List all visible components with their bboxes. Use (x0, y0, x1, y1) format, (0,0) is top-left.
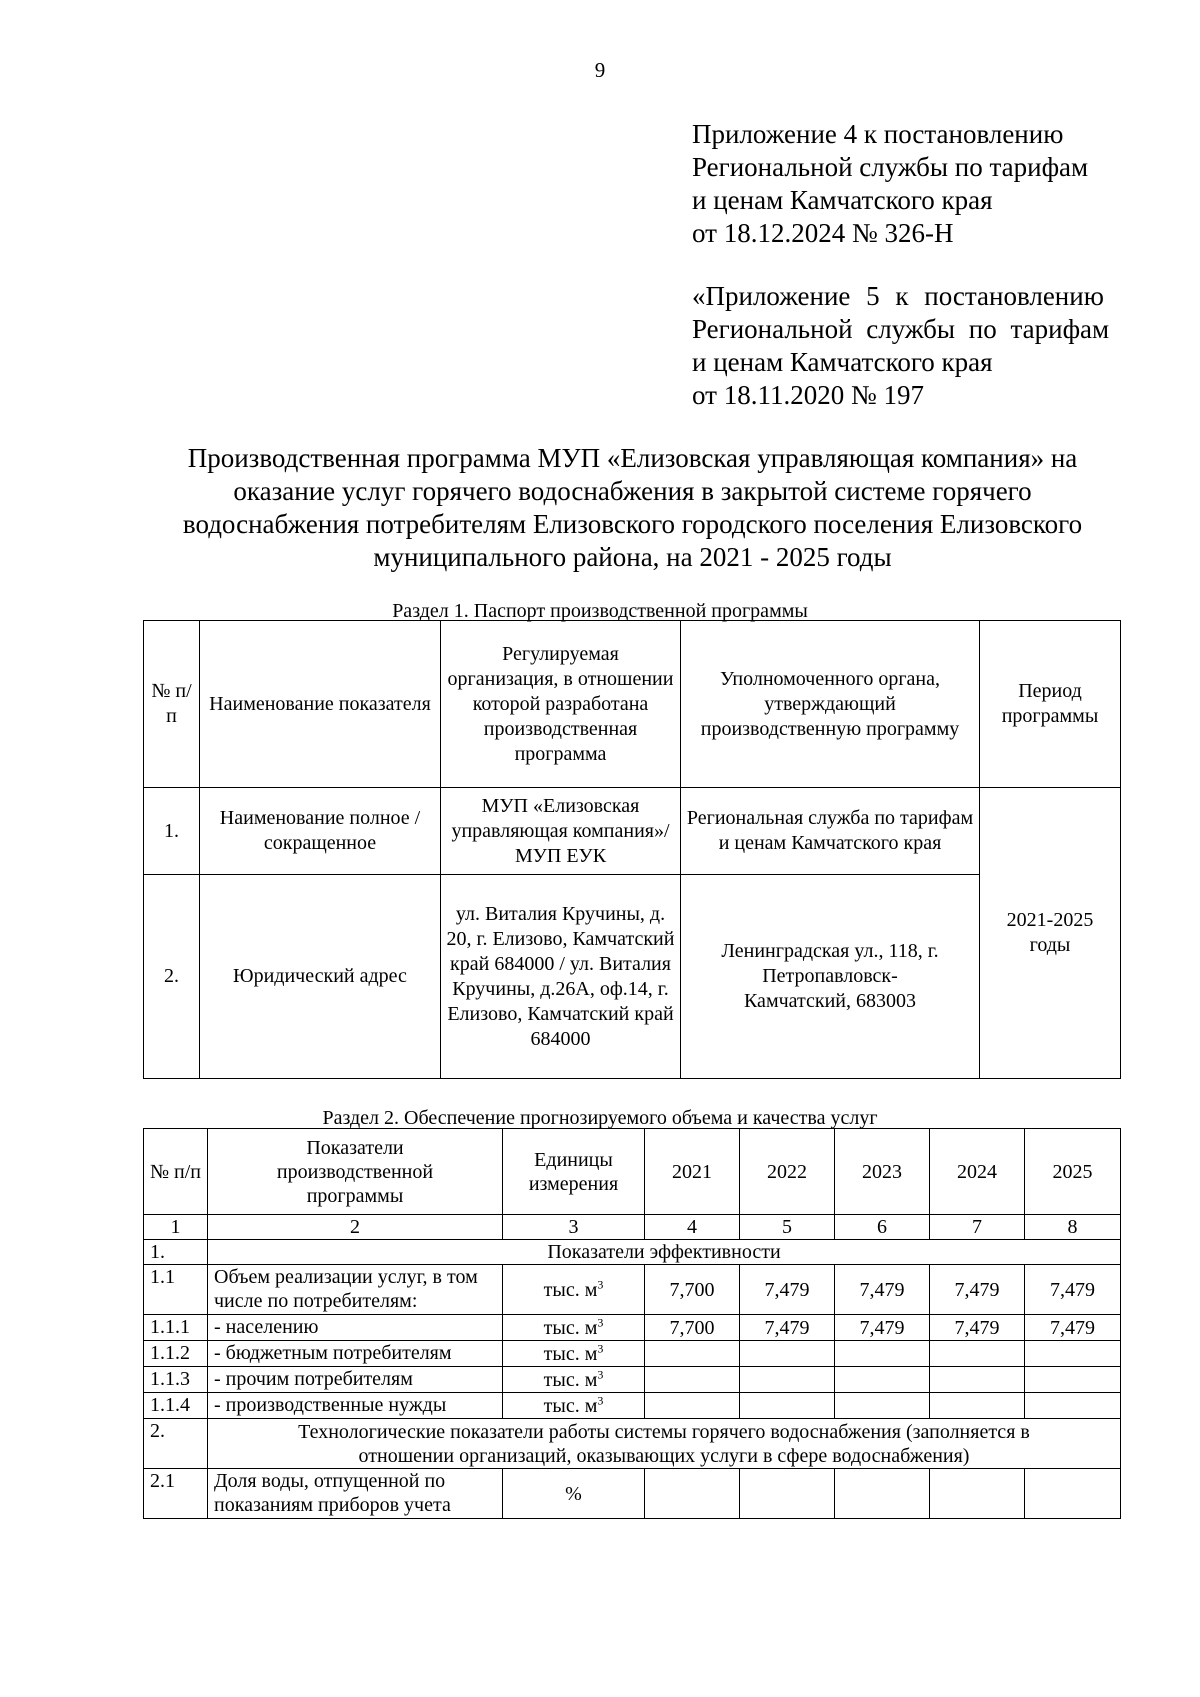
value-cell: 7,700 (645, 1265, 740, 1315)
row-number: 1. (144, 788, 200, 875)
program-period: 2021-2025 годы (980, 788, 1121, 1079)
value-cell: 7,479 (740, 1265, 835, 1315)
header-cell: № п/п (144, 621, 200, 788)
header-cell: № п/п (144, 1129, 208, 1215)
appendix-line: от 18.12.2024 № 326-Н (692, 218, 954, 248)
column-number: 4 (645, 1215, 740, 1240)
header-cell: 2025 (1025, 1129, 1121, 1215)
header-cell: 2022 (740, 1129, 835, 1215)
row-authority: Ленинградская ул., 118, г. Петропавловск-Камчатский, 683003 (681, 875, 980, 1079)
column-number: 7 (930, 1215, 1025, 1240)
row-name: Юридический адрес (200, 875, 441, 1079)
appendix-line: Приложение 4 к постановлению (692, 119, 1064, 149)
value-cell: 7,479 (1025, 1315, 1121, 1341)
column-number-row (144, 1215, 1121, 1240)
value-cell (1025, 1341, 1121, 1367)
row-name: Объем реализации услуг, в том числе по потребителям: (208, 1265, 503, 1315)
row-number: 1.1 (144, 1265, 208, 1315)
group-number: 2. (144, 1419, 208, 1469)
title-line: водоснабжения потребителям Елизовского городского поселения Елизовского (182, 509, 1083, 539)
header-cell: Единицы измерения (503, 1129, 645, 1215)
row-name: - производственные нужды (208, 1393, 503, 1419)
row-name: - бюджетным потребителям (208, 1341, 503, 1367)
appendix-previous-block (692, 280, 1122, 412)
value-cell: 7,479 (930, 1315, 1025, 1341)
column-number: 5 (740, 1215, 835, 1240)
value-cell: 7,479 (740, 1315, 835, 1341)
row-unit: тыс. $м^3$ (503, 1265, 645, 1315)
table-header-row (144, 1129, 1121, 1215)
row-unit: тыс. $м^3$ (503, 1393, 645, 1419)
table-row (144, 1315, 1121, 1341)
title-line: Производственная программа МУП «Елизовская управляющая компания» на (187, 443, 1078, 473)
row-unit: тыс. $м^3$ (503, 1315, 645, 1341)
column-number: 6 (835, 1215, 930, 1240)
column-number: 3 (503, 1215, 645, 1240)
appendix-line: «Приложение 5 к постановлению (692, 281, 1104, 311)
appendix-line: от 18.11.2020 № 197 (692, 380, 924, 410)
appendix-current-block (692, 118, 1122, 250)
row-unit: % (503, 1469, 645, 1519)
header-cell: 2024 (930, 1129, 1025, 1215)
value-cell: 7,479 (835, 1265, 930, 1315)
table-row (144, 875, 1121, 1079)
value-cell: 7,700 (645, 1315, 740, 1341)
value-cell (740, 1341, 835, 1367)
value-cell (835, 1341, 930, 1367)
header-cell: 2021 (645, 1129, 740, 1215)
row-number: 1.1.2 (144, 1341, 208, 1367)
value-cell (930, 1393, 1025, 1419)
value-cell (645, 1367, 740, 1393)
column-number: 1 (144, 1215, 208, 1240)
value-cell: 7,479 (930, 1265, 1025, 1315)
row-org: ул. Виталия Кручины, д. 20, г. Елизово, Камчатский край 684000 / ул. Виталия Кручины, д.26А, оф.14, г. Елизово, Камчатский край 684000 (441, 875, 681, 1079)
row-number: 2.1 (144, 1469, 208, 1519)
appendix-line: Региональной службы по тарифам (692, 314, 1110, 344)
value-cell (835, 1367, 930, 1393)
indicators-table (143, 1128, 1121, 1519)
table-header-row (144, 621, 1121, 788)
value-cell (645, 1393, 740, 1419)
value-cell (1025, 1367, 1121, 1393)
column-number: 2 (208, 1215, 503, 1240)
page-number: 9 (594, 58, 606, 82)
row-unit: тыс. $м^3$ (503, 1341, 645, 1367)
title-line: муниципального района, на 2021 - 2025 годы (373, 542, 892, 572)
value-cell (930, 1367, 1025, 1393)
document-title (140, 442, 1125, 574)
table-row (144, 1469, 1121, 1519)
column-number: 8 (1025, 1215, 1121, 1240)
row-name: - прочим потребителям (208, 1367, 503, 1393)
passport-table (143, 620, 1121, 1079)
value-cell (645, 1469, 740, 1519)
section1-caption: Раздел 1. Паспорт производственной программы (392, 600, 808, 622)
row-name: - населению (208, 1315, 503, 1341)
table-row (144, 1265, 1121, 1315)
row-number: 1.1.3 (144, 1367, 208, 1393)
group-number: 1. (144, 1240, 208, 1265)
value-cell (1025, 1393, 1121, 1419)
title-line: оказание услуг горячего водоснабжения в закрытой системе горячего (233, 476, 1032, 506)
row-name: Доля воды, отпущенной по показаниям приборов учета (208, 1469, 503, 1519)
group-row (144, 1240, 1121, 1265)
header-cell: Уполномоченного органа, утверждающий производственную программу (681, 621, 980, 788)
row-number: 2. (144, 875, 200, 1079)
row-org: МУП «Елизовская управляющая компания»/ МУП ЕУК (441, 788, 681, 875)
value-cell (740, 1469, 835, 1519)
table-row (144, 1367, 1121, 1393)
header-cell: Наименование показателя (200, 621, 441, 788)
value-cell (1025, 1469, 1121, 1519)
value-cell (740, 1393, 835, 1419)
section2-caption: Раздел 2. Обеспечение прогнозируемого объема и качества услуг (322, 1107, 878, 1129)
group-title: Показатели эффективности (208, 1240, 1121, 1265)
value-cell: 7,479 (835, 1315, 930, 1341)
row-name: Наименование полное / сокращенное (200, 788, 441, 875)
table-row (144, 1341, 1121, 1367)
appendix-line: и ценам Камчатского края (692, 185, 993, 215)
value-cell (930, 1469, 1025, 1519)
header-cell: Регулируемая организация, в отношении которой разработана производственная программа (441, 621, 681, 788)
header-cell: Период программы (980, 621, 1121, 788)
row-number: 1.1.4 (144, 1393, 208, 1419)
group-row (144, 1419, 1121, 1469)
value-cell: 7,479 (1025, 1265, 1121, 1315)
value-cell (930, 1341, 1025, 1367)
group-title: Технологические показатели работы системы горячего водоснабжения (заполняется в отношении организаций, оказывающих услуги в сфере водоснабжения) (208, 1419, 1121, 1469)
value-cell (835, 1393, 930, 1419)
value-cell (740, 1367, 835, 1393)
appendix-line: и ценам Камчатского края (692, 347, 993, 377)
header-cell: 2023 (835, 1129, 930, 1215)
table-row (144, 1393, 1121, 1419)
value-cell (835, 1469, 930, 1519)
table-row (144, 788, 1121, 875)
row-authority: Региональная служба по тарифам и ценам Камчатского края (681, 788, 980, 875)
row-unit: тыс. $м^3$ (503, 1367, 645, 1393)
row-number: 1.1.1 (144, 1315, 208, 1341)
header-cell: Показатели производственной программы (208, 1129, 503, 1215)
value-cell (645, 1341, 740, 1367)
appendix-line: Региональной службы по тарифам (692, 152, 1089, 182)
